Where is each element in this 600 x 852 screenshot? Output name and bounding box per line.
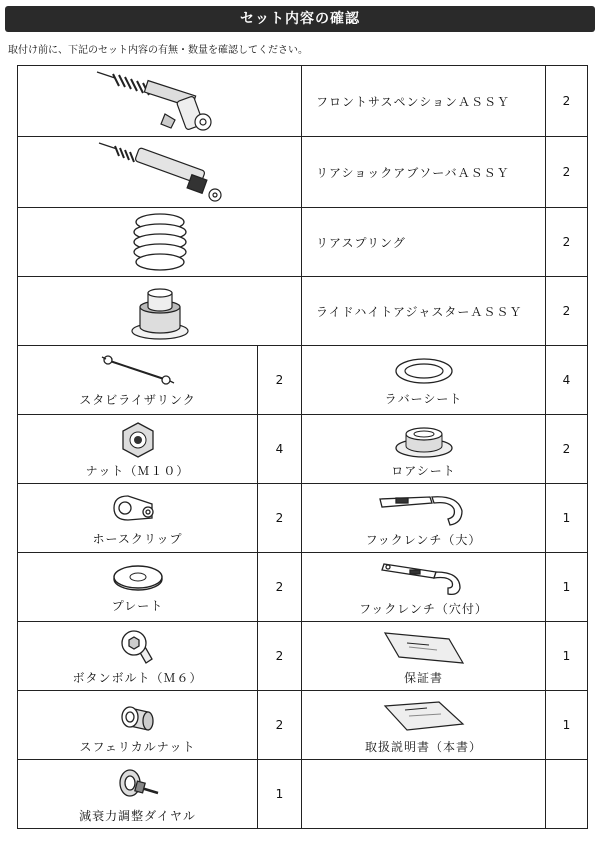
item-qty: 1 bbox=[546, 484, 588, 553]
rubber-seat-icon bbox=[389, 354, 459, 388]
item-qty: 2 bbox=[546, 137, 588, 208]
item-qty: 2 bbox=[546, 208, 588, 277]
rear-spring-image bbox=[18, 208, 302, 277]
front-suspension-icon bbox=[85, 66, 235, 136]
item-qty: 1 bbox=[546, 553, 588, 622]
item-name: ホースクリップ bbox=[92, 531, 183, 546]
table-row bbox=[18, 484, 588, 553]
item-qty: 4 bbox=[546, 346, 588, 415]
button-bolt-icon bbox=[116, 627, 160, 667]
front-suspension-image bbox=[18, 66, 302, 137]
item-qty: 2 bbox=[546, 277, 588, 346]
item-qty: 1 bbox=[546, 622, 588, 691]
table-row bbox=[18, 691, 588, 760]
table-row bbox=[18, 346, 588, 415]
item-qty: 2 bbox=[546, 415, 588, 484]
item-qty: 1 bbox=[258, 760, 302, 829]
item-qty: 2 bbox=[258, 553, 302, 622]
hose-clip-icon bbox=[106, 490, 170, 528]
item-qty: 2 bbox=[546, 66, 588, 137]
item-name: 減衰力調整ダイヤル bbox=[79, 808, 196, 823]
damping-dial-icon bbox=[110, 765, 166, 805]
item-name: フックレンチ（大） bbox=[365, 532, 482, 547]
warranty-card-icon bbox=[379, 627, 469, 667]
manual-booklet-icon bbox=[379, 696, 469, 736]
item-name: 保証書 bbox=[403, 670, 443, 685]
stabilizer-link-icon bbox=[98, 353, 178, 389]
item-qty: 2 bbox=[258, 484, 302, 553]
table-row bbox=[18, 760, 588, 829]
parts-table bbox=[17, 65, 588, 829]
table-row bbox=[18, 622, 588, 691]
page-title: セット内容の確認 bbox=[240, 11, 360, 27]
table-row bbox=[18, 208, 588, 277]
page-header bbox=[5, 6, 595, 32]
ride-height-adjuster-image bbox=[18, 277, 302, 346]
table-row bbox=[18, 66, 588, 137]
table-row bbox=[18, 137, 588, 208]
hook-wrench-hole-icon bbox=[374, 558, 474, 598]
item-qty: 1 bbox=[546, 691, 588, 760]
instruction-text: 取付け前に、下記のセット内容の有無・数量を確認してください。 bbox=[8, 45, 308, 56]
rear-shock-image bbox=[18, 137, 302, 208]
lower-seat-icon bbox=[389, 420, 459, 460]
item-qty: 2 bbox=[258, 622, 302, 691]
rear-spring-icon bbox=[120, 210, 200, 274]
item-qty: 2 bbox=[258, 346, 302, 415]
empty-cell bbox=[546, 760, 588, 829]
plate-icon bbox=[108, 561, 168, 595]
item-name: プレート bbox=[111, 598, 164, 613]
item-name: フックレンチ（穴付） bbox=[359, 601, 488, 616]
item-name: フロントサスペンションＡＳＳＹ bbox=[302, 66, 546, 137]
item-name: ボタンボルト（Ｍ６） bbox=[72, 670, 203, 685]
item-name: ライドハイトアジャスターＡＳＳＹ bbox=[302, 277, 546, 346]
item-name: スタビライザリンク bbox=[79, 392, 196, 407]
table-row bbox=[18, 415, 588, 484]
rear-shock-icon bbox=[85, 137, 235, 207]
item-qty: 2 bbox=[258, 691, 302, 760]
item-name: リアショックアブソーバＡＳＳＹ bbox=[302, 137, 546, 208]
item-name: ナット（Ｍ１０） bbox=[85, 463, 190, 478]
item-name: ロアシート bbox=[391, 463, 456, 478]
table-row bbox=[18, 277, 588, 346]
item-name: リアスプリング bbox=[302, 208, 546, 277]
item-name: 取扱説明書（本書） bbox=[364, 739, 482, 754]
empty-cell bbox=[302, 760, 546, 829]
spherical-nut-icon bbox=[114, 696, 162, 736]
hook-wrench-large-icon bbox=[374, 489, 474, 529]
item-qty: 4 bbox=[258, 415, 302, 484]
ride-height-adjuster-icon bbox=[120, 279, 200, 343]
nut-icon bbox=[118, 420, 158, 460]
item-name: ラバーシート bbox=[384, 391, 463, 406]
table-row bbox=[18, 553, 588, 622]
item-name: スフェリカルナット bbox=[79, 739, 196, 754]
